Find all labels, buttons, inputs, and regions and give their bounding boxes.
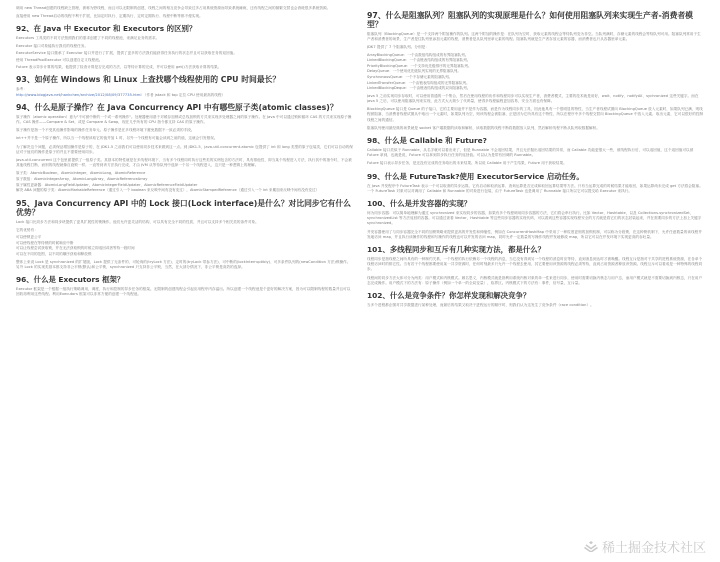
list-item: DelayQueue：一个使用优先级队列实现的无界阻塞队列。 xyxy=(367,69,461,74)
s97-paragraph: 阻塞队列使用最经典的场景就是 socket 客户端数据的读取和解析，读取数据的线程不断将数据放入队列，然后解析线程不断从队列取数据解析。 xyxy=(367,125,600,130)
s94-paragraph: java.util.concurrent 这个包里面提供了一组原子类。其基本的特性就是在多线程环境下，当有多个线程同时执行这些类的实例包含的方法时，具有排他性，即当某个线程进入方法，执行其中的指令时，不会被其他线程打断，而别的线程就像自旋锁一样，一直等到该方法执行完成，才由 JVM 从等待队列中选择一个另一个线程进入，这只是一种逻辑上的理解。 xyxy=(16,158,352,168)
s96-paragraph: Executor 框架是一个根据一组执行策略调用，调度，执行和控制的异步任务的框架。无限制的创建线程会引起应用程序内存溢出。所以创建一个线程池是个更好的解决方案，因为可以限制线程的数量并且可以回收再利用这些线程。利用Executors 框架可以非常方便的创建一个线程池。 xyxy=(16,287,351,297)
intro-paragraph: 调用 new Thread创建的线程缺乏管理，被称为野线程，而且可以无限制的创建，线程之间的相互竞争会导致过多占用系统资源而导致系统瘫痪，还有线程之间的频繁交替也会消耗很多系统资源。 xyxy=(16,6,331,10)
s93-reference xyxy=(16,87,353,97)
s94-paragraph: 为了解决这个问题，必须保证增加操作是原子的，在 JDK1.5 之前我们可以使用同步技术来做到这一点。到 JDK1.5，java.util.concurrent.atomic 包提供了 int 和 long 类型的原子包装类，它们可以自动的保证对于他们的操作是原子的并且不需要使用同步。 xyxy=(16,144,353,154)
intro-paragraph-2: 直接使用 new Thread启动的线程不利于扩展，比如定时执行、定期执行、定时定期执行、线程中断等都不便实现。 xyxy=(16,14,203,19)
section-98-title: 98、什么是 Callable 和 Future? xyxy=(367,135,487,145)
s97-paragraph: Java 5 之前实现同步存取时，可以使用普通的一个集合，然后在使用线程的协作和线程同步可以实现生产者，消费者模式，主要的技术就是用好，wait、notify、notifyAll、sychronized 这些关键字。而在 java 5 之后，可以使用阻塞队列来实现，此方式大大简少了代码量，使得多线程编程更加容易，安全方面也有保障。 xyxy=(367,93,699,103)
s95-advantages-list xyxy=(16,235,353,257)
s94-paragraph: 原子操作是指一个不受其他操作影响的操作任务单元。原子操作是在多线程环境下避免数据不一致必须的手段。 xyxy=(16,128,195,133)
section-99-title: 99、什么是 FutureTask?使用 ExecutorService 启动任务。 xyxy=(367,171,584,181)
s100-paragraph: 并发容器使用了与同步容器完全不同的加锁策略来提供更高的并发性和伸缩性，例如在 ConcurrentHashMap 中采用了一种粒度更细的加锁机制，可以称为分段锁，在这种锁机制下，允许任意数量的读线程并发地访问 map，并且执行读操作的线程和写操作的线程也可以并发的访问 map，同时允许一定数量的写操作线程并发地修改 map，所以它可以在并发环境下实现更高的吞吐量。 xyxy=(367,229,702,239)
left-column xyxy=(16,6,353,562)
s93-ref-link[interactable]: http://www.blogjava.net/hankchen/archive/2012/08/09/377735.html xyxy=(16,92,142,97)
s97-paragraph: JDK7 提供了 7 个阻塞队列。分别是： xyxy=(367,45,429,50)
right-column xyxy=(367,6,704,562)
list-item: PriorityBlockingQueue：一个支持优先级排序的无界阻塞队列。 xyxy=(367,63,472,68)
s92-paragraph: Executor 接口对象能执行我们的线程任务。 xyxy=(16,43,89,48)
s97-queue-list xyxy=(367,53,704,92)
s95-summary: 整体上来说 Lock 是 synchronized 的扩展版，Lock 提供了无条件的、可轮询的(tryLock 方法)、定时的(tryLock 带参方法)、可中断的(lockInterruptibly)、可多条件队列的(newCondition 方法)锁操作。另外 Lock 的实现类基本都支持非公平锁(默认)和公平锁，synchronized 只支持非公平锁，当然，在大部分情况下，非公平锁是高效的选择。 xyxy=(16,259,351,269)
list-item: 可以使锁更公平 xyxy=(16,235,42,240)
list-item: 可以使线程在等待锁的时候响应中断 xyxy=(16,240,74,245)
list-item: 原子类：AtomicBoolean，AtomicInteger，AtomicLong，AtomicReference xyxy=(16,171,146,176)
list-item: 原子属性更新器：AtomicLongFieldUpdater，AtomicIntegerFieldUpdater，AtomicReferenceFieldUpdater xyxy=(16,182,198,187)
list-item: 可以让线程尝试获取锁，并在无法获取锁的时候立即返回或者等待一段时间 xyxy=(16,246,135,251)
section-101-title: 101、多线程同步和互斥有几种实现方法，都是什么？ xyxy=(367,245,546,255)
s102-paragraph: 当多个进程都企图对共享数据进行某种处理，而最后的结果又取决于进程运行的顺序时，则我们认为这发生了竞争条件（race condition）。 xyxy=(367,303,594,308)
s92-paragraph: 使用 ThreadPoolExecutor 可以创建自定义线程池。 xyxy=(16,58,103,63)
s94-atomic-class-list xyxy=(16,171,353,193)
section-102-title: 102、什么是竞争条件？你怎样发现和解决竞争？ xyxy=(367,291,531,301)
s93-ref-label: 参考： xyxy=(16,87,27,92)
juejin-logo-icon xyxy=(584,541,598,552)
watermark-text: 稀土掘金技术社区 xyxy=(601,541,706,556)
list-item: 可以在不同的范围，以不同的顺序获取和释放锁 xyxy=(16,252,92,257)
list-item: LinkedTransferQueue：一个由链表结构组成的无界阻塞队列。 xyxy=(367,80,470,85)
section-92-title: 92、在 Java 中 Executor 和 Executors 的区别？ xyxy=(16,24,197,34)
list-item: LinkedBlockingDeque：一个由链表结构组成的双向阻塞队列。 xyxy=(367,86,471,91)
s93-ref-tail: （作者 jstack 和 top 定位 CPU 使用最高的线程） xyxy=(142,92,226,97)
section-97-title: 97、什么是阻塞队列？阻塞队列的实现原理是什么？如何使用阻塞队列来实现生产者-消费者模型？ xyxy=(367,11,693,29)
section-94-title: 94、什么是原子操作？在 Java Concurrency API 中有哪些原子类(atomic classes)？ xyxy=(16,102,338,112)
s94-paragraph: 原子操作（atomic operation）意为"不可被中断的一个或一系列操作"。处理器使用基于对缓存加锁或总线加锁的方式来实现多处理器之间的原子操作。在 Java 中可以通过锁和循环 CAS 的方式来实现原子操作。CAS 操作——Compare & Set，或是 Compare & Swap，现在几乎所有的 CPU 指令都支持 CAS 的原子操作。 xyxy=(16,114,352,125)
s94-paragraph: int++并不是一个原子操作，所以当一个线程读取它的值并加 1 时，另外一个线程有可能会读到之前的值，这就会引发错误。 xyxy=(16,136,218,141)
list-item: LinkedBlockingQueue：一个由链表结构组成的有界阻塞队列。 xyxy=(367,58,471,63)
s92-paragraph: Executors 工具类的不同方法按照我们的需求创建了不同的线程池，来满足业务的需求。 xyxy=(16,36,160,41)
section-95-title: 95、Java Concurrency API 中的 Lock 接口(Lock interface)是什么？对比同步它有什么优势？ xyxy=(16,198,351,217)
s98-paragraph: Callable 接口类似于 Runnable，从名字就可以看出来了，但是 Runnable 不会返回结果，并且无法抛出返回结果的异常，而 Callable 功能更强大一些，被线程执行后，可以返回值，这个返回值可以被 Future 拿到，也就是说，Future 可以拿到异步执行任务的返回值。可以认为是带有回调的 Runnable。 xyxy=(367,147,694,158)
list-item: SynchronousQueue：一个不存储元素的阻塞队列。 xyxy=(367,74,453,79)
s100-paragraph: 何为同步容器：可以简单地理解为通过 synchronized 来实现同步的容器，如果有多个线程调用同步容器的方法，它们将会串行执行。比如 Vector，Hashtable，以及 Collections.synchronizedSet，synchronizedList 等方法返回的容器。可以通过查看 Vector，Hashtable 等这些同步容器的实现代码，可以看到这些容器实现线程安全的方式就是将它们的状态封装起来，并在需要同步的方法上加上关键字 synchronized。 xyxy=(367,211,702,226)
s101-paragraph: 线程间的同步方法大体可分为两类：用户模式和内核模式。顾名思义，内核模式就是指利用系统内核对象的单一性来进行同步，使用时需要切换内核态与用户态，而用户模式就是不需要切换到内核态，只在用户态完成操作。用户模式下的方法有：原子操作（例如一个单一的全局变量），临界区。内核模式下的方法有：事件，信号量，互斥量。 xyxy=(367,275,703,285)
s97-paragraph: BlockingQueue 接口是 Queue 的子接口，它的主要用途并不是作为容器，而是作为线程同步的工具，因此他具有一个很明显的特性，当生产者线程试图向 BlockingQueue 放入元素时，如果队列已满，则线程被阻塞，当消费者线程试图从中取出一个元素时，如果队列为空，则该线程会被阻塞，正是因为它所具有这个特性，所以在程序中多个线程交替向 BlockingQueue 中放入元素，取出元素，它可以很好的控制线程之间的通信。 xyxy=(367,107,704,122)
s99-paragraph: 在 Java 并发程序中 FutureTask 表示一个可以取消的异步运算。它有启动和取消运算、查询运算是否完成和取回运算结果等方法。只有当运算完成的时候结果才能取回，如果运算尚未完成 get 方法将会阻塞。一个 FutureTask 对象可以对调用了 Callable 和 Runnable 的对象进行包装，由于 FutureTask 也是调用了 Runnable 接口所以它可以提交给 Executor 来执行。 xyxy=(367,183,703,193)
s92-paragraph: ExecutorService 接口继承了 Executor 接口并进行了扩展，提供了更多的方法我们能获得任务执行的状态并且可以获取任务的返回值。 xyxy=(16,50,237,55)
s101-paragraph: 线程同步是指线程之间所具有的一种制约关系，一个线程的执行依赖另一个线程的消息，当它没有得到另一个线程的消息时应等待，直到消息到达时才被唤醒。线程互斥是指对于共享的进程系统资源，在各单个线程访问时的排它性。当有若干个线程都要使用某一共享资源时，任何时刻最多只允许一个线程去使用，其它要使用该资源的线程必须等待，直到占用资源者释放该资源。线程互斥可以看成是一种特殊的线程同步。 xyxy=(367,257,703,272)
juejin-watermark xyxy=(584,537,706,556)
s97-paragraph: 阻塞队列（BlockingQueue）是一个支持两个附加操作的队列。这两个附加的操作是：在队列为空时，获取元素的线程会等待队列变为非空。当队列满时，存储元素的线程会等待队列可用。阻塞队列常用于生产者和消费者的场景，生产者是往队列里添加元素的线程，消费者是从队列里拿元素的线程。阻塞队列就是生产者存放元素的容器，而消费者也只从容器里拿元素。 xyxy=(367,32,701,42)
s98-paragraph: Future 接口表示异步任务，是还没有完成的任务给出的未来结果。所以说 Callable 用于产生结果，Future 用于获取结果。 xyxy=(367,161,567,166)
section-100-title: 100、什么是并发容器的实现？ xyxy=(367,199,472,208)
s95-paragraph: Lock 接口比同步方法和同步块提供了更具扩展性的锁操作。他们允许更灵活的结构，可以具有完全不同的性质，并且可以支持多个相关类的条件对象。 xyxy=(16,219,259,224)
section-93-title: 93、如何在 Windows 和 Linux 上查找哪个线程使用的 CPU 时间最长？ xyxy=(16,75,281,85)
list-item: ArrayBlockingQueue：一个由数组结构组成的有界阻塞队列。 xyxy=(367,52,469,57)
s95-advantages-label: 它的优势有： xyxy=(16,228,38,233)
list-item: 解决 ABA 问题的原子类：AtomicMarkableReference（通过引入一个 boolean 来反映中间有没有变过），AtomicStampedReference（通过引入一个 int 来累加来反映中间有没有变过） xyxy=(16,188,320,193)
list-item: 原子数组：AtomicIntegerArray，AtomicLongArray，AtomicReferenceArray xyxy=(16,177,148,182)
section-96-title: 96、什么是 Executors 框架？ xyxy=(16,275,125,285)
s92-paragraph: Future 表示异步计算的结果，他提供了检查计算是否完成的方法，以等待计算的完成，并可以使用 get()方法获取计算的结果。 xyxy=(16,65,222,70)
